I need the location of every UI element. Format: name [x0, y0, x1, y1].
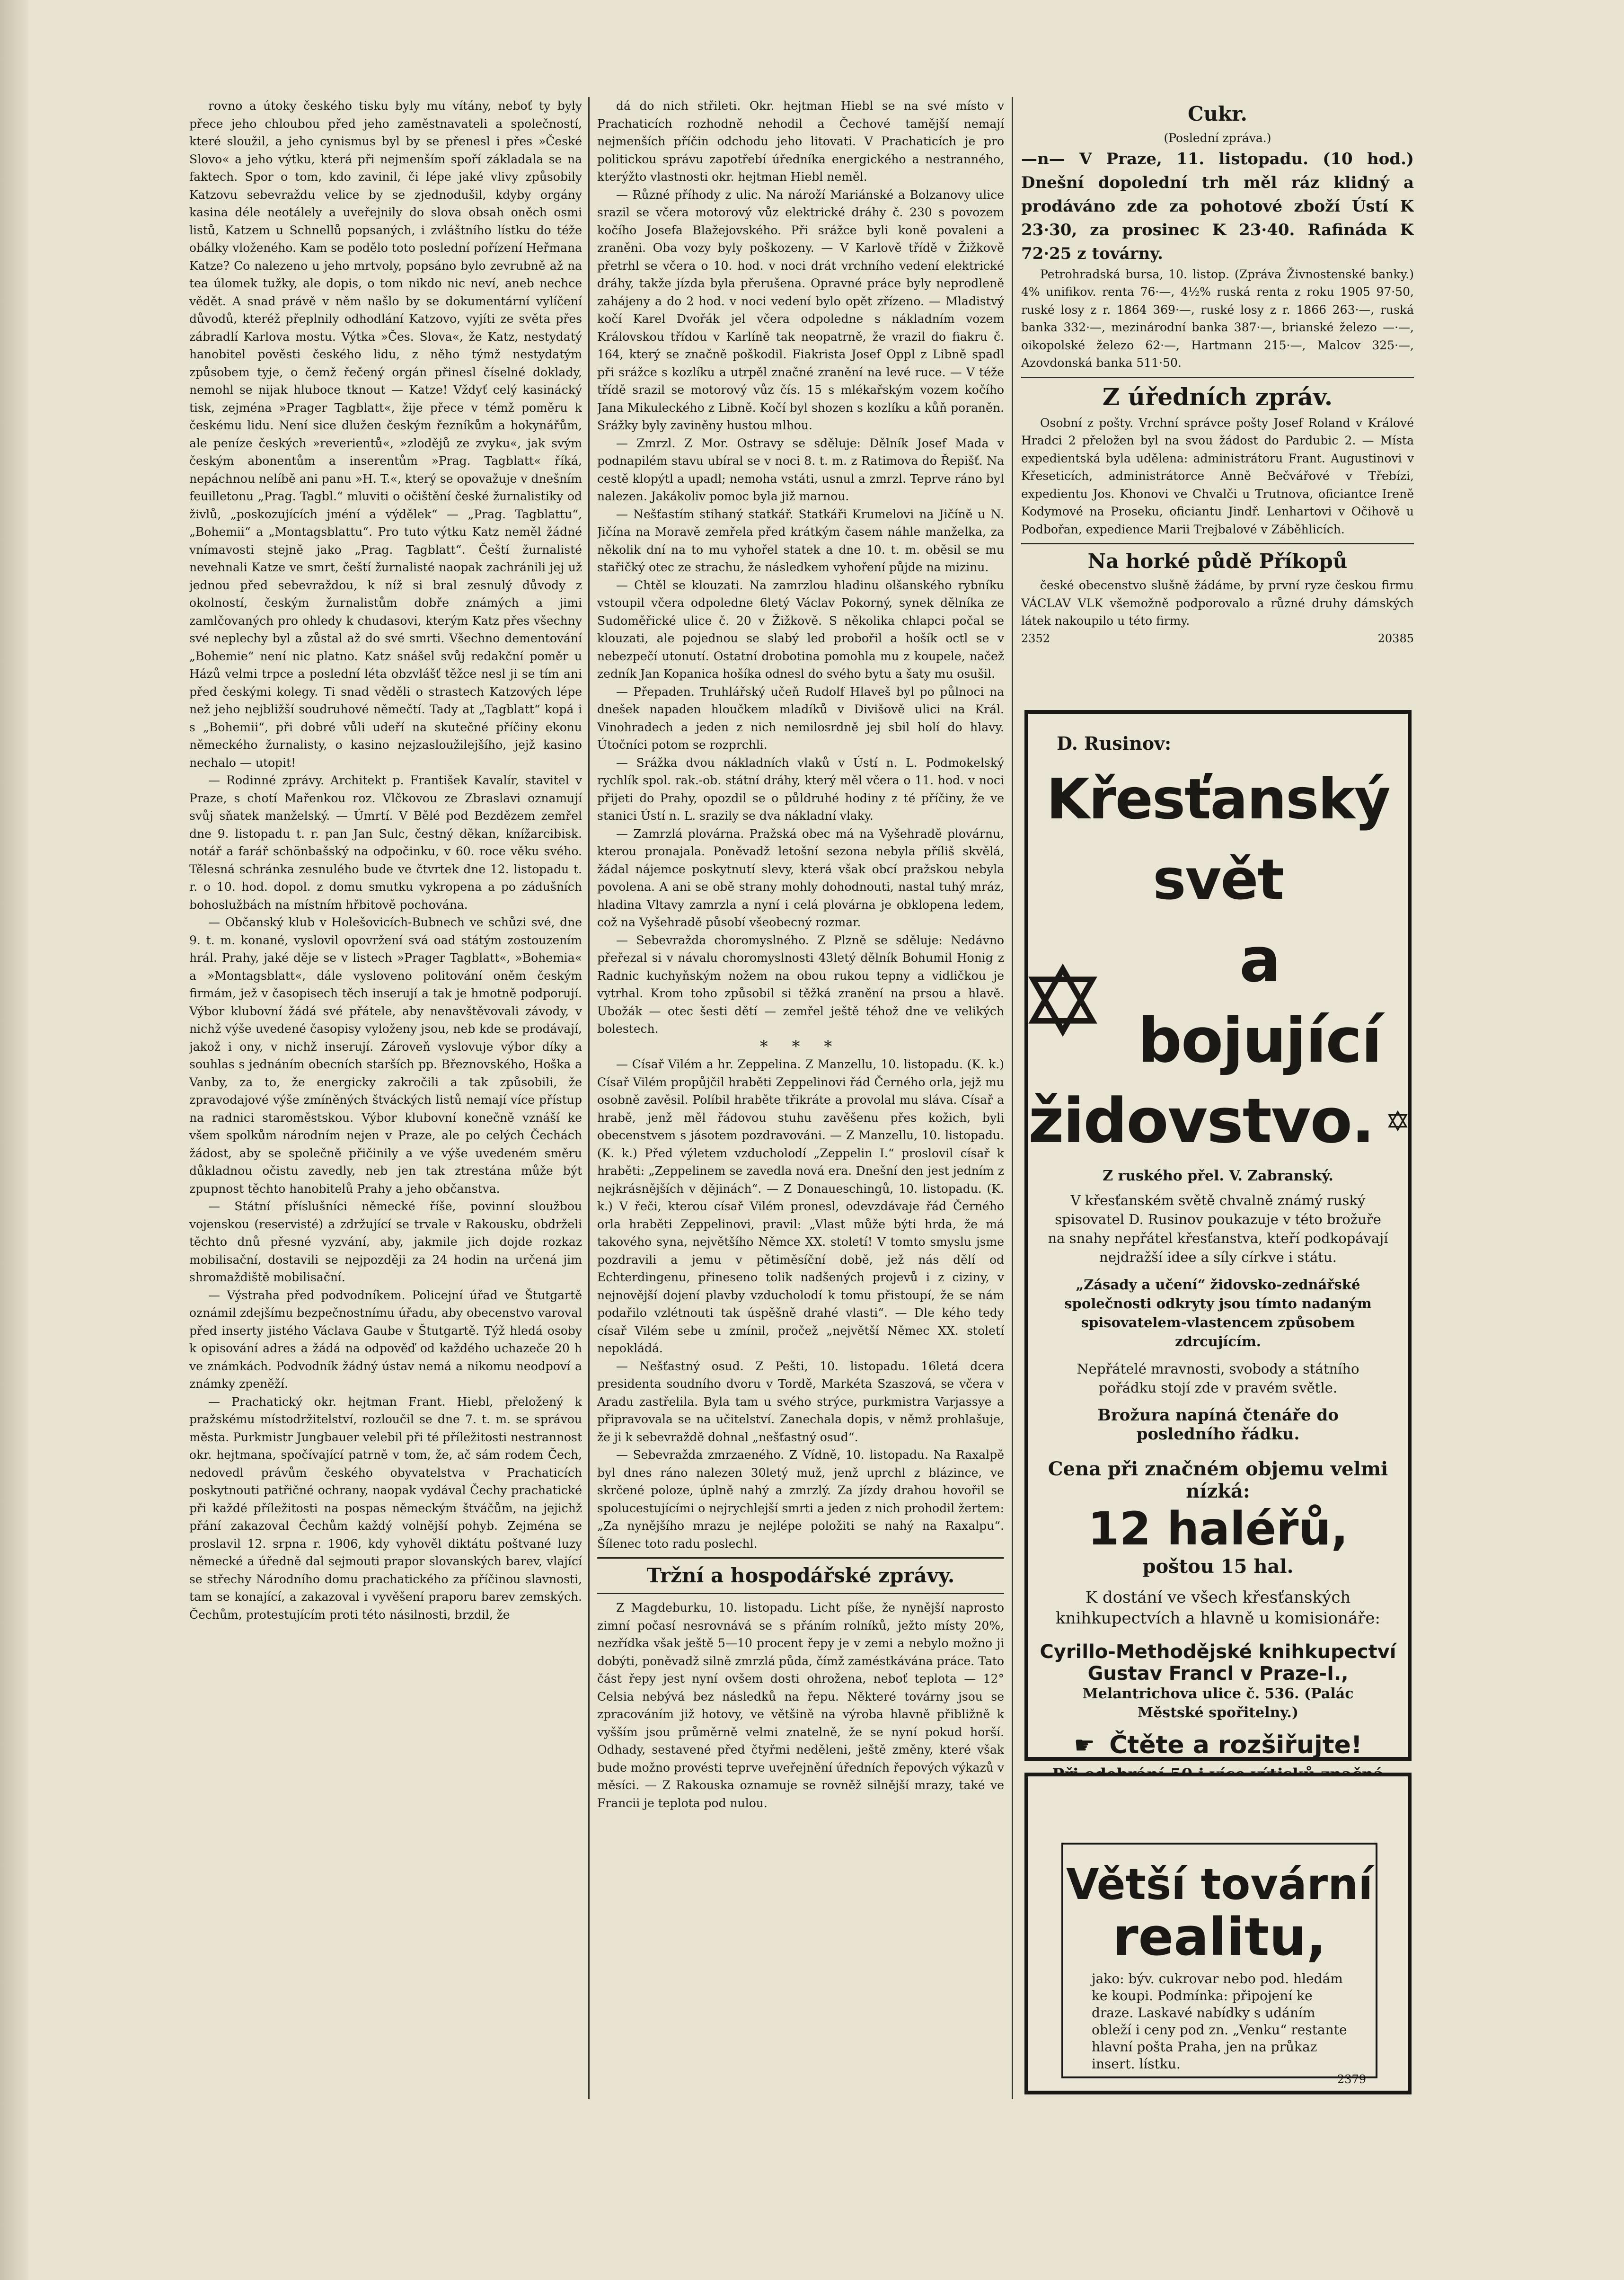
prikopy-ad-text: české obecenstvo slušně žádáme, by první ryze českou firmu VÁCLAV VLK všemožně podporovalo a různé druhy dámských látek nakoupilo u této firmy. [1021, 578, 1414, 628]
factory-ad-number: 2379 [1337, 2073, 1366, 2086]
ad-title-line3: židovstvo. [1028, 1081, 1408, 1161]
article-katz: rovno a útoky českého tisku byly mu vítány, neboť ty byly přece jeho chloubou před jeho zaměstnavateli a společností, které sloužil, a jeho cynismus byl by se přenesl i přes »České Slovo« a jeho výtku, která při nejmenším spoří základala se na faktech. Spor o tom, kdo zavinil, či lépe jaké vlivy způsobily Katzovu sebevraždu velice by se zjednodušil, kdyby orgány kasina déle neotálely a uveřejnily do slova obsah oněch osmi listů, Katzem u Schnellů popsaných, i zvláštního lístku do téže obálky vloženého. Kam se podělo toto poslední pořízení Heřmana Katze? Co nalezeno u jeho mrtvoly, popsáno bylo zevrubně až na tea úlomek tužky, ale dopis, o tom nikdo nic neví, aneb nechce vědět. A snad právě v něm našlo by se dokumentární vylíčení důvodů, kteréž přeplnily odhodlání Katzovo, vyjíti ze světa přes zábradlí Karlova mostu. Výtka »Čes. Slova«, že Katz, nestydatý hanobitel pověsti českého lidu, z něho týmž nestydatým způsobem tyje, o čemž řečený orgán přinesl číselné doklady, nemohl se nijak hluboce tknout — Katze! Vždyť celý kasinácký tisk, zejména »Prager Tagblatt«, žije přece v témž poměru k českému lidu. Není sice dlužen českým řezníkům a hokynářům, ale peníze českých »reverientů«, »zlodějů ze zvyku«, jak svým českým abonentům a inserentům »Prag. Tagblatt« říká, nepáchnou nelíbě ani panu »H. T.«, který se opovažuje v dnešním feuilletonu „Prag. Tagbl.“ mluviti o očištění české žurnalistiky od živlů, „poskozujících jméní a výdělek“ — „Prag. Tagblattu“, „Bohemii“ a „Montagsblattu“. Pro tuto výtku Katz neměl žádné vnímavosti stejně jako „Prag. Tagblatt“. Čeští žurnalisté nevehnali Katze ve smrt, čeští žurnalisté naopak zachránili jej už jednou před sebevraždou, k níž si bral zesnulý důvody z okolností, českým žurnalistům dobře známých a jimi zamlčovaných pro ohledy k chudasovi, kterým Katz přes všechny své neplechy byl a zůstal až do své smrti. Všechno dementování „Bohemie“ není nic platno. Katz snášel svůj redakční poměr u Házů velmi trpce a poslední léta obzvlášť těžce nesl ji se tím ani před českými kolegy. Ti snad věděli o strastech Katzových lépe než jeho nejbližší soudruhové němečtí. Tady at „Tagblatt“ kopá i s „Bohemii“, při dobré vůli udeří na skutečné příčiny ekonu německého žurnalisty, o kasino nejzasloužilejšího, jejž kasino nechalo — utopit! [189, 99, 582, 770]
sugar-market-report: —n— V Praze, 11. listopadu. (10 hod.) Dnešní dopolední trh měl ráz klidný a prodáváno zde za pohotové zboží Ústí K 23·30, za prosinec K 23·40. Rafináda K 72·25 z továrny. [1021, 149, 1414, 263]
column-2 [597, 97, 1004, 2104]
ad-number-left: 2352 [1021, 631, 1050, 645]
star-of-david-icon [1028, 962, 1097, 1038]
ad-author: D. Rusinov: [1057, 733, 1172, 754]
ad-translator: Z ruského přel. V. Zabranský. [1103, 1168, 1333, 1184]
factory-ad-line2: realitu, [1112, 1907, 1326, 1967]
ad-cta: ☛ Čtěte a rozšiřujte! [1074, 1731, 1362, 1759]
news-unfortunate-fate: — Nešťastný osud. Z Pešti, 10. listopadu. 16letá dcera presidenta soudního dvoru v Tordě, Markéta Szaszová, se včera v Aradu zastřelila. Byla tam u svého strýce, purkmistra Varjassye a připravovala se na učitelství. Zanechala dopis, v němž prohlašuje, že ji k sebevraždě dohnal „nešťastný osud“. [597, 1359, 1004, 1444]
official-news: Osobní z pošty. Vrchní správce pošty Josef Roland v Králové Hradci 2 přeložen byl na svou žádost do Pardubic 2. — Místa expedientská byla udělena: administrátoru Frant. Augustinovi v Křeseticích, administrátorce Anně Bečvářové v Třebízi, expedientu Jos. Khonovi ve Chvalči u Trutnova, oficiantce Ireně Kodymové na Proseku, oficiantu Jindř. Lenhartovi v Očihově u Podbořan, expedience Marii Trejbalové v Záběhlicích. [1021, 416, 1414, 536]
ad-price-label: Cena při značném objemu velmi nízká: [1048, 1458, 1388, 1502]
news-frozen-pool: — Zamrzlá plovárna. Pražská obec má na Vyšehradě plovárnu, kterou pronajala. Poněvadž letošní sezona nebyla příliš skvělá, žádal nájemce poskytnutí slevy, která však obcí pražskou nebyla povolena. A ani se obě strany mohly dohodnouti, nastal tuhý mráz, hladina Vltavy zamrzla a nyní i celá plovárna je obklopena ledem, což na Vyšehradě působí všeobecný rozmar. [597, 826, 1004, 929]
ad-text-1: V křesťanském světě chvalně známý ruský spisovatel D. Rusinov poukazuje v této brožuře na snahy nepřátel křesťanstva, kteří podkopávají nejdražší idee a síly církve i státu. [1048, 1192, 1388, 1265]
pointing-hand-icon: ☛ [1074, 1731, 1095, 1759]
news-family: — Rodinné zprávy. Architekt p. František Kavalír, stavitel v Praze, s chotí Mařenkou roz. Vlčkovou ze Zbraslavi oznamují svůj sňatek manželský. — Úmrtí. V Bělé pod Bezdězem zemřel dne 9. listopadu t. r. pan Jan Sulc, čestný děkan, knížarcibisk. notář a farář schönbašský na odpočinku, v 60. roce věku svého. Tělesná schránka zesnulého bude ve čtvrtek dne 12. listopadu t. r. o 10. hod. dopol. z domu smutku vykropena a po zádušních bohoslužbách na místním hřbitově pochována. [189, 773, 582, 912]
divider [1021, 377, 1414, 378]
news-hiebl-cont: dá do nich střileti. Okr. hejtman Hiebl se na své místo v Prachaticích rozhodně nehodil a Čechové tamější nemají nejmenších příčin odchodu jeho litovati. V Prachaticích je pro politickou správu zapotřebí úředníka energického a nestranného, kterýžto vlastnosti okr. hejtman Hiebl neměl. [597, 99, 1004, 184]
factory-wanted-advertisement [1024, 1773, 1412, 2094]
news-citizens-club: — Občanský klub v Holešovicích-Bubnech ve schůzi své, dne 9. t. m. konané, vyslovil opovržení svá oad státým zostouzením hrál. Prahy, jaké děje se v listech »Prager Tagblatt«, »Bohemia« a »Montagsblatt«, dále vysloveno politování oněm českým firmám, jež v časopisech těch inserují a tak je hmotně podporují. Výbor klubovní žádá své přátele, aby nenavštěvovali závody, v nichž výše uvedené časopisy vyloženy jsou, neb kde se prodávají, jakož i ony, v nichž inserují. Zároveň vyslovuje výbor díky a souhlas s jednáním obecních starších pp. Březnovského, Hoška a Vanby, za to, že energicky zakročili a tak způsobili, že zpravodajové výše zmíněných štváckých listů nemají více přístup na radnici staroměstskou. Výbor klubovní konečně vznáší ke všem spolkům národním nejen v Praze, ale po celých Čechách žádost, aby se společně přičinily a ve výše uvedeném směru důkladnou očistu zavedly, neb jen tak ztrestána může být zpupnost těchto hanobitelů Prahy a jeho občanstva. [189, 915, 582, 1196]
news-hiebl: — Prachatický okr. hejtman Frant. Hiebl, přeložený k pražskému místodržitelství, rozloučil se dne 7. t. m. se správou města. Purkmistr Jungbauer velebil při té příležitosti nestrannost okr. hejtmana, spočívající patrně v tom, že, ač sám rodem Čech, nedovedl právům českého obyvatelstva v Prachaticích poskytnouti patřičné ochrany, naopak vydával Čechy prachatické při každé příležitosti na pospas německým štváčům, na jejichž přání zakazoval Čechům každý volnější pohyb. Zejména se proslavil 12. srpna r. 1906, kdy vyhověl diktátu poštvané luzy německé a úředně dal sejmouti prapor slovanských barev, vlající se střechy Národního domu prachatického za příčinou slavnosti, tam se konající, a zakazoval i vyvěšení praporu barev zemských. Čechům, protestujícím proti této násilnosti, brzdil, že [189, 1394, 582, 1622]
news-raxalpe: — Sebevražda zmrzaeného. Z Vídně, 10. listopadu. Na Raxalpě byl dnes ráno nalezen 30letý muž, jenž uprchl z blázince, ve skrčené poloze, úplně nahý a zmrzlý. Za jízdy drahou hovořil se spolucestujícími o nejrychlejší smrti a jeden z nich prohodil žertem: „Za nynějšího mrazu je nejlépe položiti se nahý na Raxalpu“. Šílenec toto radu poslechl. [597, 1448, 1004, 1551]
book-advertisement [1024, 710, 1412, 1761]
column-1 [189, 97, 582, 2104]
page-binding [0, 0, 28, 2280]
star-of-david-icon [1388, 1085, 1408, 1156]
sugar-subtitle: (Poslední zpráva.) [1164, 131, 1271, 145]
factory-ad-line1: Větší tovární [1066, 1860, 1373, 1909]
ad-address: Melantrichova ulice č. 536. (Palác Městské spořitelny.) [1082, 1686, 1354, 1721]
separator-stars: * * * [759, 1037, 842, 1056]
ad-title-line1: Křesťanský svět [1046, 766, 1390, 912]
prikopy-ad-title: Na horké půdě Příkopů [1087, 550, 1348, 573]
divider [597, 1557, 1004, 1559]
ad-postage: poštou 15 hal. [1142, 1555, 1294, 1578]
factory-ad-text: jako: býv. cukrovar nebo pod. hledám ke koupi. Podmínka: připojení ke draze. Laskavé nabídky s udáním obleží i ceny pod zn. „Venku“ restante hlavní pošta Praha, jen na průkaz insert. lístku. [1092, 1971, 1347, 2072]
news-zeppelin: — Císař Vilém a hr. Zeppelina. Z Manzellu, 10. listopadu. (K. k.) Císař Vilém propůjčil hraběti Zeppelinovi řád Černého orla, jejž mu osobně zavěsil. Políbil hraběte třikráte a provolal mu sláva. Císař a hrabě, jenž měl řádovou stuhu zavěšenu přes kožich, byli obecenstvem s jásotem pozdravováni. — Z Manzellu, 10. listopadu. (K. k.) Před výletem vzducholodí „Zeppelin I.“ proslovil císař k hraběti: „Zeppelinem se zavedla nová era. Dnešní den jest jedním z nejkrásnějších v dějinách“. — Z Donaueschingů, 10. listopadu. (K. k.) V řeči, kterou císař Vilém pronesl, odevzdávaje řád Černého orla hraběti Zeppelinovi, pravil: „Vlast může býti hrda, že má takového syna, největšího Němce XX. století! V tomto smyslu jsme pozdravili a jemu v pětiměsíční době, jež nás dělí od Echterdingenu, přineseno tolik nadšených projevů i z ciziny, v nejnovější dojení plavby vzducholodí k tomu přistoupí, že se nám podařilo vzlétnouti tak úspěšně drahé vlasti“. — Dle kého tedy císař Vilém sebe u zmínil, pročež „největší Němec XX. století nepokládá. [597, 1057, 1004, 1355]
news-street-accidents: — Různé příhody z ulic. Na nároží Mariánské a Bolzanovy ulice srazil se včera motorový vůz elektrické dráhy č. 230 s povozem kočího Josefa Blažejovského. Při srážce byli koně povaleni a zraněni. Oba vozy byly poškozeny. — V Karlově třídě v Žižkově přetrhl se včera o 10. hod. v noci drát vrchního vedení elektrické dráhy, takže jízda byla přerušena. Opravné práce byly neprodleně zahájeny a do 2 hod. v noci vedení bylo opět zřízeno. — Mladistvý kočí Karel Dvořák jel včera odpoledne s nákladním vozem Královskou třídou v Karlíně tak neopatrně, že vrazil do fiakru č. 164, který se značně poškodil. Fiakrista Josef Oppl z Libně spadl při srážce s kozlíku a utrpěl značné zranění na levé ruce. — V téže třídě srazil se motorový vůz čís. 15 s mlékařským vozem kočího Jana Mikuleckého z Libně. Kočí byl shozen s kozlíku a kůň poraněn. Srážky byly zaviněny hustou mlhou. [597, 187, 1004, 432]
divider [597, 1593, 1004, 1594]
news-farmer: — Nešťastím stihaný statkář. Statkáři Krumelovi na Jičíně u N. Jičína na Moravě zemřela před krátkým časem náhle manželka, za několik dní na to mu vyhořel statek a dne 10. t. m. oběsil se mu stařičký otec ze strachu, že následkem vyhoření půjde na mizinu. [597, 507, 1004, 574]
sugar-title: Cukr. [1188, 102, 1247, 125]
ad-numbers [1021, 630, 1414, 648]
news-suicide: — Sebevražda choromyslného. Z Plzně se sděluje: Nedávno přeřezal si v návalu choromyslnosti 43letý dělník Bohumil Honig z Radnic kuchyňským nožem na obou rukou tepny a vidličkou je vytrhal. Krom toho způsobil si těžká zranění na prsou a hlavě. Ubožák — otec šesti dětí — zemřel ještě téhož dne ve velikých bolestech. [597, 933, 1004, 1036]
market-section-title: Tržní a hospodářské zprávy. [646, 1564, 955, 1587]
ad-text-3: Nepřátelé mravnosti, svobody a státního pořádku stojí zde v pravém světle. [1077, 1361, 1359, 1396]
news-fraud-warning: — Výstraha před podvodníkem. Policejní úřad ve Štutgartě oznámil zdejšímu bezpečnostnímu úřadu, aby obecenstvo varoval před inserty jistého Václava Gaube v Štutgartě. Týž hledá osoby k opisování adres a žádá na odpověď od každého uchazeče 20 h ve známkách. Podvodník žádný ústav nemá a nikomu neodpoví a známky zpeněží. [189, 1288, 582, 1391]
news-magdeburg: Z Magdeburku, 10. listopadu. Licht píše, že nynější naprosto zimní počasí nesrovnává se s přáním rolníků, ježto místy 20%, nezřídka však ještě 5—10 procent řepy je v zemi a nebylo možno ji dobýti, poněvadž silně zmrzlá půda, čímž zaméstkávána práce. Tato část řepy jest nyní ovšem dosti ohrožena, neboť teplota — 12° Celsia nebývá bez následků na řepu. Některé továrny jsou se zpracováním již hotovy, ve většině na výroba hlavně přibližně k vyšším jsou průměrně velmi znatelně, že se nyní pokud horší. Odhady, sestavené před čtyřmi neděleni, ještě změny, které však bude možno provésti teprve uveřejnění úředních řepových výkazů v měsíci. — Z Rakouska oznamuje se rovněž silnější mrazy, také ve Francii je teplota pod nulou. [597, 1601, 1004, 1810]
official-news-title: Z úředních zpráv. [1102, 382, 1333, 411]
ad-price: 12 haléřů, [1087, 1502, 1349, 1555]
ad-shop-1: Cyrillo-Methodějské knihkupectví [1040, 1641, 1396, 1663]
news-german-reservists: — Státní příslušníci německé říše, povinní sloužbou vojenskou (reservisté) a zdržující se trvale v Rakousku, obdrželi těchto dnů přesné vyzvání, aby, jakmile jich dojde rozkaz mobilisační, dostavili se nejpozději za 24 hodin na určená jim shromaždiště mobilisační. [189, 1199, 582, 1284]
news-train-collision: — Srážka dvou nákladních vlaků v Ústí n. L. Podmokelský rychlík spol. rak.-ob. státní dráhy, který měl včera o 11. hod. v noci přijeti do Prahy, opozdil se o půldruhé hodiny z té příčiny, že ve stanici Ústí n. L. srazily se dva nákladní vlaky. [597, 755, 1004, 823]
column-divider-1 [588, 97, 590, 2099]
news-skating: — Chtěl se klouzati. Na zamrzlou hladinu olšanského rybníku vstoupil včera odpoledne 6letý Václav Pokorný, synek dělníka ze Sudoměřické ulice č. 20 v Žižkově. S několika chlapci počal se klouzati, ale pojednou se slabý led probořil a hošík octl se v nebezpečí utonutí. Ostatní drobotina pomohla mu z koupele, načež zedník Jan Kopanica hošíka odnesl do svého bytu a šaty mu osušil. [597, 578, 1004, 681]
petersburg-bourse: Petrohradská bursa, 10. listop. (Zpráva Živnostenské banky.) 4% unifikov. renta 76·—, 4½% ruská renta z roku 1905 97·50, ruské losy z r. 1864 369·—, ruské losy z r. 1866 263·—, ruská banka 332·—, mezinárodní banka 387·—, brianské železo —·—, oikopolské železo 62·—, Hartmann 215·—, Malcov 325·—, Azovdonská banka 511·50. [1021, 267, 1414, 370]
ad-number-right: 20385 [1377, 631, 1414, 645]
divider [1021, 543, 1414, 544]
ad-text-5: K dostání ve všech křesťanských knihkupectvích a hlavně u komisionáře: [1055, 1588, 1381, 1628]
news-frozen: — Zmrzl. Z Mor. Ostravy se sděluje: Dělník Josef Mada v podnapilém stavu ubíral se v noci 8. t. m. z Ratimova do Řepišť. Na cestě klopýtl a upadl; nemoha vstáti, usnul a zmrzl. Teprve ráno byl nalezen. Jakákoliv pomoc byla již marnou. [597, 436, 1004, 503]
column-3 [1021, 97, 1414, 648]
ad-text-4: Brožura napíná čtenáře do posledního řádku. [1097, 1406, 1339, 1444]
ad-title-line2: a bojující [1028, 920, 1408, 1081]
ad-text-2: „Zásady a učení“ židovsko-zednářské společnosti odkryty jsou tímto nadaným spisovatelem-vlastencem způsobem zdrcujícím. [1064, 1277, 1372, 1349]
factory-ad-inner-frame [1061, 1843, 1377, 2086]
news-assault: — Přepaden. Truhlářský učeň Rudolf Hlaveš byl po půlnoci na dnešek napaden hloučkem mladíků v Divišově ulici na Král. Vinohradech a jeden z nich nemilosrdně jej sbil holí do hlavy. Útočníci potom se rozprchli. [597, 684, 1004, 752]
column-divider-2 [1012, 97, 1013, 2099]
ad-shop-2: Gustav Francl v Praze-I., [1087, 1663, 1349, 1685]
